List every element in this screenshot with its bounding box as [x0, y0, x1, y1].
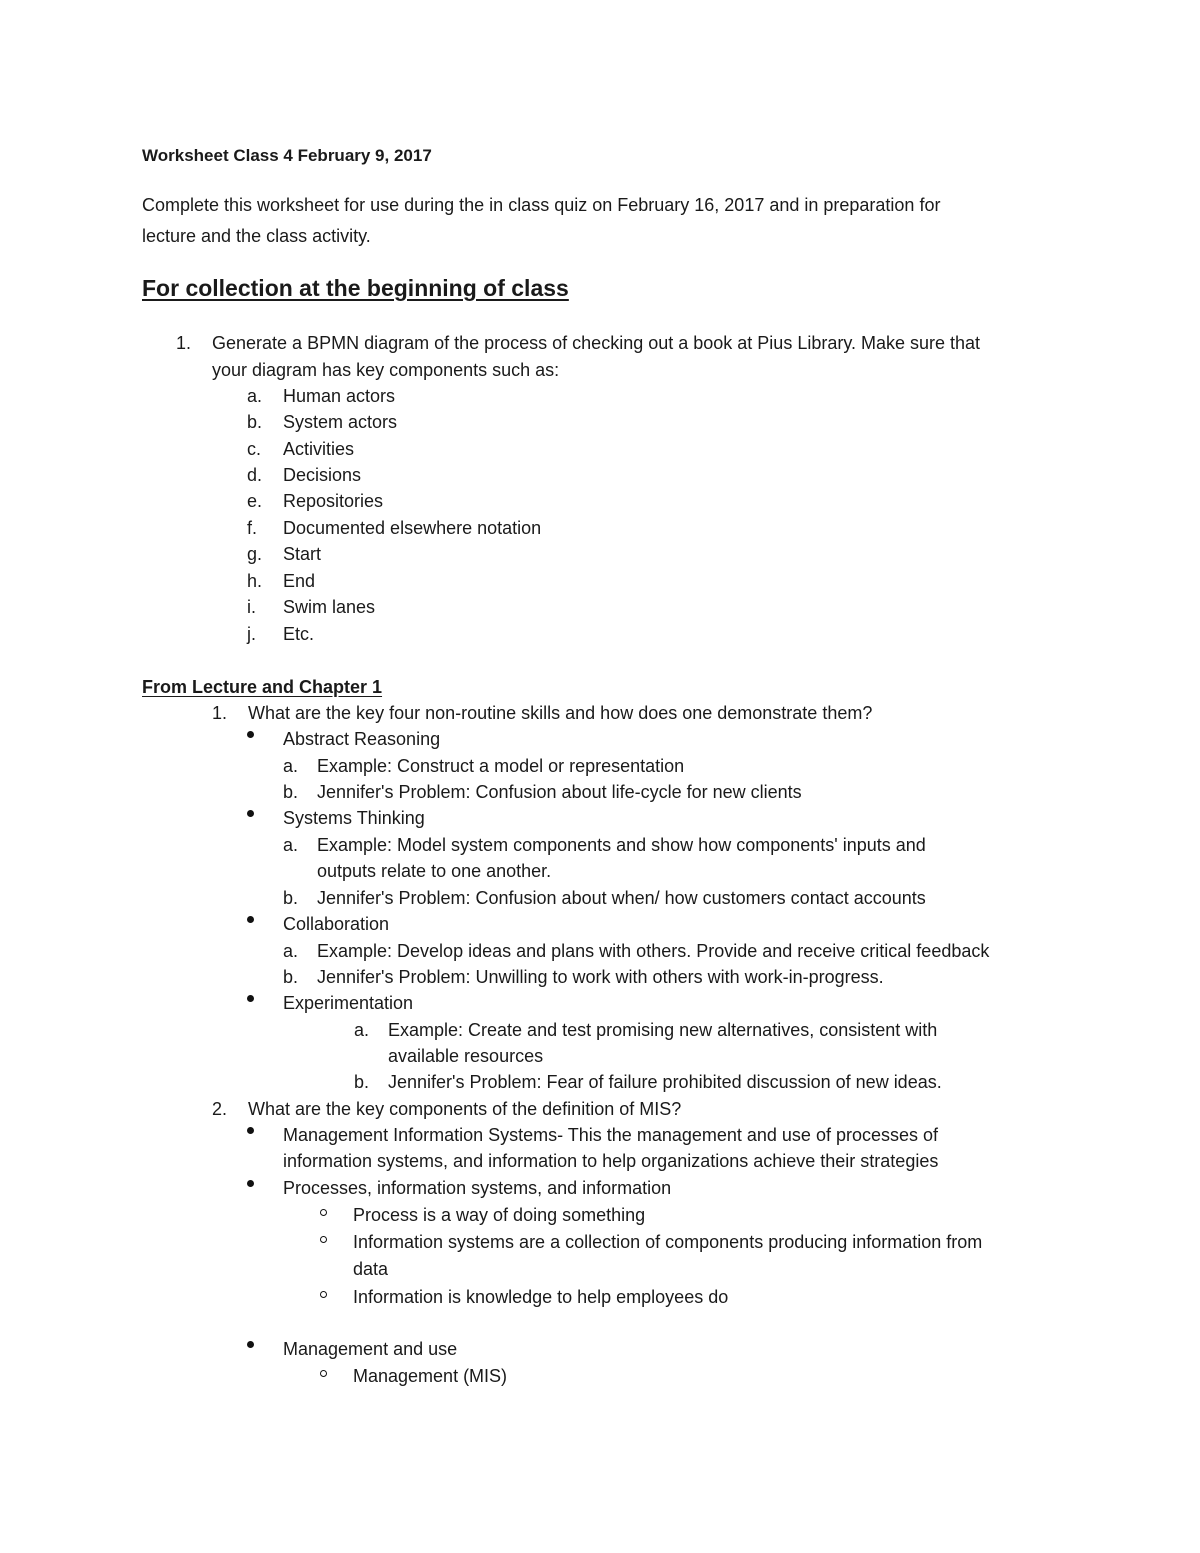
bullet-icon [247, 810, 254, 817]
item-letter: a. [247, 386, 263, 406]
item-letter: f. [247, 518, 258, 538]
item-letter: b. [283, 888, 299, 908]
skill-problem: Jennifer's Problem: Confusion about when/ how customers contact accounts [317, 888, 926, 908]
question-skills: What are the key four non-routine skills and how does one demonstrate them? [248, 703, 873, 723]
section-heading-lecture: From Lecture and Chapter 1 [142, 677, 383, 697]
circle-bullet-icon [320, 1209, 327, 1216]
question-bpmn-line-1: Generate a BPMN diagram of the process of checking out a book at Pius Library. Make sure that [212, 333, 981, 353]
bullet-icon [247, 1341, 254, 1348]
item-letter: h. [247, 571, 263, 591]
bullet-icon [247, 731, 254, 738]
item-letter: a. [283, 835, 299, 855]
sub-item: Management (MIS) [353, 1366, 508, 1386]
skill-name: Experimentation [283, 993, 414, 1013]
item-letter: a. [354, 1020, 370, 1040]
item-letter: d. [247, 465, 263, 485]
mis-components: Processes, information systems, and information [283, 1178, 672, 1198]
component-item: Etc. [283, 624, 315, 644]
mis-definition-line-1: Management Information Systems- This the management and use of processes of [283, 1125, 939, 1145]
component-item: End [283, 571, 316, 591]
list-number: 1. [176, 333, 192, 353]
skill-example: Example: Model system components and show how components' inputs and [317, 835, 926, 855]
sub-item-cont: data [353, 1259, 389, 1279]
bullet-icon [247, 916, 254, 923]
component-item: Human actors [283, 386, 396, 406]
component-item: Documented elsewhere notation [283, 518, 542, 538]
mis-definition-line-2: information systems, and information to help organizations achieve their strategies [283, 1151, 939, 1171]
question-bpmn-line-2: your diagram has key components such as: [212, 360, 560, 380]
skill-example: Example: Develop ideas and plans with others. Provide and receive critical feedback [317, 941, 990, 961]
intro-line-1: Complete this worksheet for use during the in class quiz on February 16, 2017 and in preparation for [142, 195, 941, 215]
skill-name: Abstract Reasoning [283, 729, 441, 749]
component-item: Decisions [283, 465, 362, 485]
section-heading-collection: For collection at the beginning of class [142, 275, 569, 301]
circle-bullet-icon [320, 1291, 327, 1298]
skill-example: Example: Create and test promising new alternatives, consistent with [388, 1020, 938, 1040]
item-letter: b. [354, 1072, 370, 1092]
component-item: Repositories [283, 491, 384, 511]
worksheet-title: Worksheet Class 4 February 9, 2017 [142, 146, 432, 165]
item-letter: c. [247, 439, 262, 459]
mis-management-use: Management and use [283, 1339, 458, 1359]
item-letter: a. [283, 941, 299, 961]
skill-example: Example: Construct a model or representation [317, 756, 685, 776]
skill-problem: Jennifer's Problem: Confusion about life-cycle for new clients [317, 782, 802, 802]
skill-problem: Jennifer's Problem: Unwilling to work with others with work-in-progress. [317, 967, 884, 987]
skill-example-cont: available resources [388, 1046, 544, 1066]
intro-line-2: lecture and the class activity. [142, 226, 371, 246]
item-letter: g. [247, 544, 263, 564]
component-item: Activities [283, 439, 355, 459]
sub-item: Process is a way of doing something [353, 1205, 646, 1225]
skill-name: Systems Thinking [283, 808, 425, 828]
item-letter: i. [247, 597, 256, 617]
item-letter: j. [247, 624, 256, 644]
circle-bullet-icon [320, 1236, 327, 1243]
skill-example-cont: outputs relate to one another. [317, 861, 552, 881]
item-letter: b. [283, 967, 299, 987]
item-letter: a. [283, 756, 299, 776]
skill-problem: Jennifer's Problem: Fear of failure prohibited discussion of new ideas. [388, 1072, 942, 1092]
component-item: System actors [283, 412, 398, 432]
skill-name: Collaboration [283, 914, 390, 934]
bullet-icon [247, 1127, 254, 1134]
list-number: 1. [212, 703, 228, 723]
sub-item: Information systems are a collection of components producing information from [353, 1232, 983, 1252]
bullet-icon [247, 1180, 254, 1187]
bullet-icon [247, 995, 254, 1002]
item-letter: e. [247, 491, 263, 511]
component-item: Swim lanes [283, 597, 376, 617]
question-mis: What are the key components of the definition of MIS? [248, 1099, 682, 1119]
component-item: Start [283, 544, 322, 564]
list-number: 2. [212, 1099, 228, 1119]
item-letter: b. [283, 782, 299, 802]
sub-item: Information is knowledge to help employees do [353, 1287, 729, 1307]
circle-bullet-icon [320, 1370, 327, 1377]
item-letter: b. [247, 412, 263, 432]
